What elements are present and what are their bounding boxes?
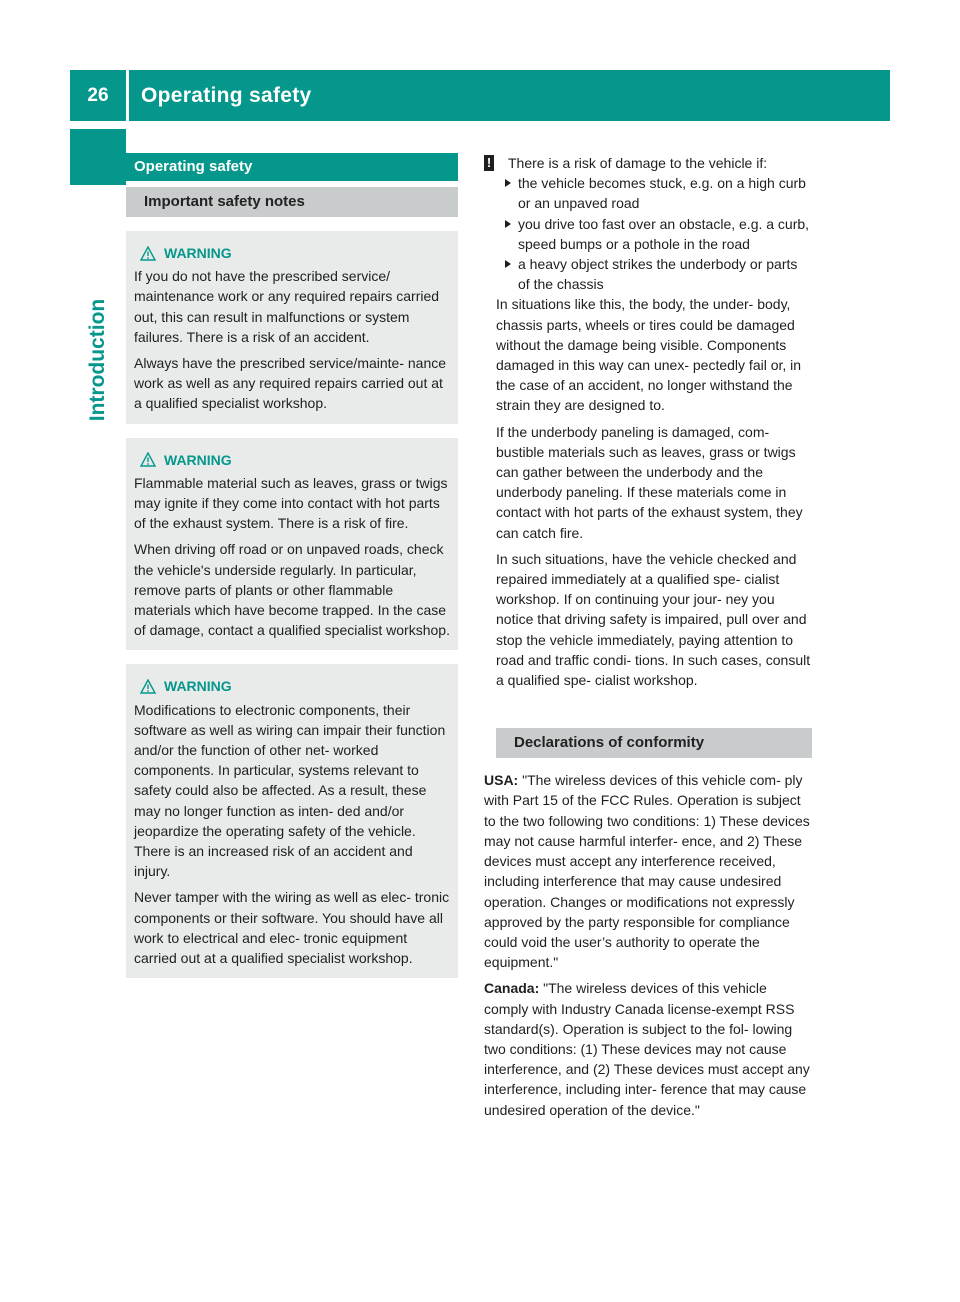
page-number: 26 xyxy=(87,84,109,106)
warning-header xyxy=(140,676,452,696)
damage-list xyxy=(484,173,812,294)
warning-text: When driving off road or on unpaved roads, check the vehicle's underside regularly. In particular, remove parts of plants or other flammable materials which have become trapped. In the case of damage, contact a qualified specialist workshop. xyxy=(134,541,450,639)
list-item-text: a heavy object strikes the underbody or parts of the chassis xyxy=(518,256,798,293)
body-paragraph: In situations like this, the body, the under- body, chassis parts, wheels or tires could be damaged without the damage being visible. Components damaged in this way can unex- pectedly fail or, in the case of an accident, no longer withstand the strain they are designed to. xyxy=(496,296,802,414)
side-tab-marker xyxy=(70,129,126,185)
damage-notice xyxy=(484,153,812,173)
canada-declaration xyxy=(484,978,812,1119)
warning-triangle-icon xyxy=(140,679,156,694)
header-divider xyxy=(126,70,129,121)
warning-text: Modifications to electronic components, their software as well as wiring can impair their function and/or the function of other net- worked components. In particular, systems relevant to safety could also be affected. As a result, these may no longer function as inten- ded and/or jeopardize the operating safety of the vehicle. There is an increased risk of an accident and injury. xyxy=(134,701,446,880)
list-item-text: the vehicle becomes stuck, e.g. on a high curb or an unpaved road xyxy=(518,175,806,212)
body-paragraph: If the underbody paneling is damaged, com- bustible materials such as leaves, grass or twigs can gather between the underbody and the underbody paneling. If these materials come in contact with hot parts of the exhaust system, they can catch fire. xyxy=(496,423,803,541)
warning-text: Always have the prescribed service/mainte- nance work as well as any required repairs carried out at a qualified specialist workshop. xyxy=(134,355,447,412)
warning-triangle-icon xyxy=(140,452,156,467)
side-tab-label: Introduction xyxy=(86,298,109,422)
section-title: Operating safety xyxy=(126,153,458,181)
notice-intro: There is a risk of damage to the vehicle if: xyxy=(508,155,768,171)
bullet-arrow-icon xyxy=(505,179,511,187)
warning-text: Never tamper with the wiring as well as elec- tronic components or their software. You should have all work to electrical and elec- tronic equipment carried out at a qualified specialist workshop. xyxy=(134,889,450,967)
subsection-title: Important safety notes xyxy=(126,187,458,217)
warning-label: WARNING xyxy=(164,678,232,695)
bullet-arrow-icon xyxy=(505,260,511,268)
warning-label: WARNING xyxy=(164,245,232,261)
warning-text: If you do not have the prescribed service/ maintenance work or any required repairs carried out, this can result in malfunctions or system failures. There is a risk of an accident. xyxy=(134,268,440,345)
warning-header xyxy=(140,243,452,263)
list-item-text: you drive too fast over an obstacle, e.g. a curb, speed bumps or a pothole in the road xyxy=(518,215,810,252)
canada-text: "The wireless devices of this vehicle comply with Industry Canada license-exempt RSS standard(s). Operation is subject to the fol- lowing two conditions: (1) These devices may not cause interference, and (2) These devices must accept any interference, including inter- ference that may cause undesired operation of the device." xyxy=(484,980,810,1118)
list-item xyxy=(496,214,812,254)
usa-text: "The wireless devices of this vehicle com- ply with Part 15 of the FCC Rules. Operation is subject to the two following two conditions: 1) These devices may not cause harmful interfer- ence, and 2) These devices must accept any interference received, including interference that may cause undesired operation. Changes or modifications not expressly approved by the party responsible for compliance could void the user’s authority to operate the equipment." xyxy=(484,772,810,971)
left-column xyxy=(126,153,458,978)
bullet-arrow-icon xyxy=(505,220,511,228)
warning-box xyxy=(126,438,458,651)
right-column xyxy=(484,153,812,1120)
declarations-title: Declarations of conformity xyxy=(496,728,812,758)
usa-label: USA: xyxy=(484,772,519,789)
warning-triangle-icon xyxy=(140,246,156,261)
warning-box xyxy=(126,664,458,978)
warning-box xyxy=(126,231,458,424)
list-item xyxy=(496,173,812,213)
exclamation-icon: ! xyxy=(484,155,494,171)
warning-header xyxy=(140,450,452,470)
page-title: Operating safety xyxy=(141,83,312,107)
list-item xyxy=(496,254,812,294)
body-paragraph: In such situations, have the vehicle checked and repaired immediately at a qualified spe- cialist workshop. If on continuing your jour- ney you notice that driving safety is impaired, pull over and stop the vehicle immediately, paying attention to road and traffic condi- tions. In such cases, consult a qualified spe- cialist workshop. xyxy=(496,550,811,689)
warning-text: Flammable material such as leaves, grass or twigs may ignite if they come into contact with hot parts of the exhaust system. There is a risk of fire. xyxy=(134,474,448,532)
warning-label: WARNING xyxy=(164,451,232,468)
usa-declaration xyxy=(484,770,812,972)
canada-label: Canada: xyxy=(484,980,540,997)
